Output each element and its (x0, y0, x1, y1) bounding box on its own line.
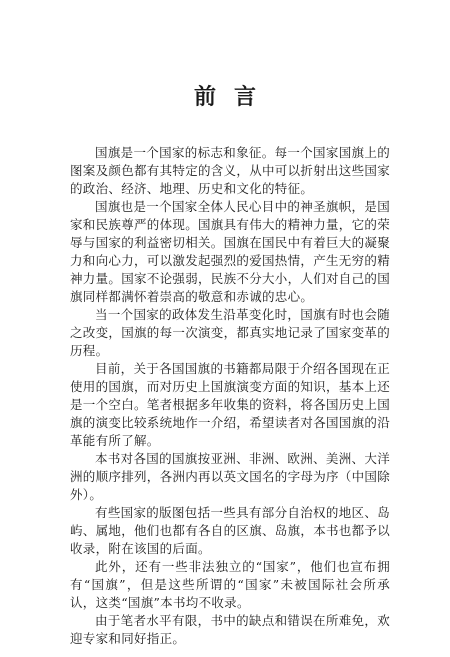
paragraph: 由于笔者水平有限，书中的缺点和错误在所难免，欢迎专家和同好指正。 (70, 613, 390, 646)
paragraph: 此外，还有一些非法独立的“国家”，他们也宣布拥有“国旗”，但是这些所谓的“国家”未被国际社会所承认，这类“国旗”本书均不收录。 (70, 559, 390, 610)
page-title: 前言 (193, 85, 274, 110)
paragraph: 有些国家的版图包括一些具有部分自治权的地区、岛屿、属地，他们也都有各自的区旗、岛旗，本书也都予以收录，附在该国的后面。 (70, 505, 391, 556)
paragraph: 国旗是一个国家的标志和象征。每一个国家国旗上的图案及颜色都有其特定的含义，从中可以折射出这些国家的政治、经济、地理、历史和文化的特征。 (70, 145, 391, 196)
paragraph: 目前，关于各国国旗的书籍都局限于介绍各国现在正使用的国旗，而对历史上国旗演变方面的知识，基本上还是一个空白。笔者根据多年收集的资料，将各国历史上国旗的演变比较系统地作一介绍，希望读者对各国国旗的沿革能有所了解。 (70, 361, 391, 448)
paragraph: 本书对各国的国旗按亚洲、非洲、欧洲、美洲、大洋洲的顺序排列，各洲内再以英文国名的字母为序（中国除外）。 (70, 451, 391, 502)
paragraph: 当一个国家的政体发生沿革变化时，国旗有时也会随之改变，国旗的每一次演变，都真实地记录了国家变革的历程。 (70, 307, 391, 358)
paragraph: 国旗也是一个国家全体人民心目中的神圣旗帜，是国家和民族尊严的体现。国旗具有伟大的精神力量，它的荣辱与国家的利益密切相关。国旗在国民中有着巨大的凝聚力和向心力，可以激发起强烈的爱国热情，产生无穷的精神力量。国家不论强弱，民族不分大小，人们对自己的国旗同样都满怀着崇高的敬意和赤诚的忠心。 (70, 199, 391, 304)
preface-body (70, 144, 390, 648)
